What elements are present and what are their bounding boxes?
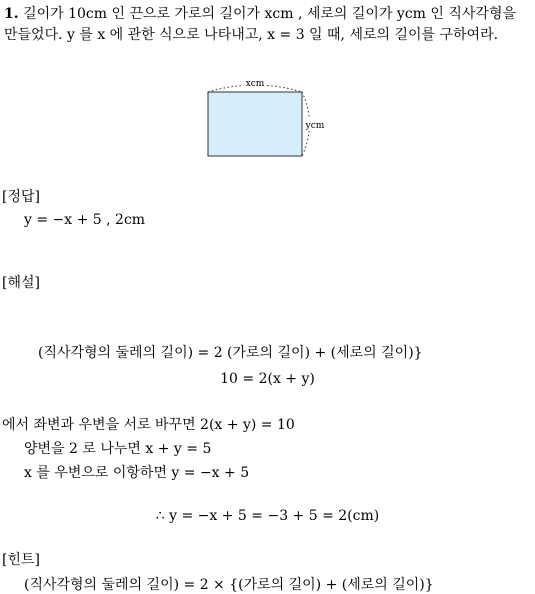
answer-header: [정답] — [2, 189, 40, 205]
solution-eq2: 10 = 2(x + y) — [220, 371, 315, 387]
solution-header: [해설] — [2, 275, 40, 291]
solution-eq1: (직사각형의 둘레의 길이) = 2 (가로의 길이) + (세로의 길이)} — [38, 345, 423, 361]
solution-line2: 양변을 2 로 나누면 x + y = 5 — [24, 441, 212, 457]
hint-text: (직사각형의 둘레의 길이) = 2 × {(가로의 길이) + (세로의 길이)} — [24, 577, 434, 593]
hint-header: [힌트] — [2, 552, 40, 568]
solution-line1: 에서 좌변과 우변을 서로 바꾸면 2(x + y) = 10 — [2, 417, 295, 433]
rectangle-figure — [205, 78, 335, 160]
rectangle-shape — [208, 92, 302, 156]
problem-text: 길이가 10cm 인 끈으로 가로의 길이가 xcm , 세로의 길이가 ycm 인 직사각형을 만들었다. y 를 x 에 관한 식으로 나타내고, x = 3 일 때, 세로의 길이를 구하여라. — [4, 6, 516, 43]
solution-eq3: ∴ y = −x + 5 = −3 + 5 = 2(cm) — [155, 508, 380, 524]
answer-text: y = −x + 5 , 2cm — [24, 212, 146, 228]
problem-statement — [4, 4, 532, 46]
right-dimension-label: ycm — [305, 121, 325, 131]
problem-number: 1. — [4, 6, 19, 22]
solution-line3: x 를 우변으로 이항하면 y = −x + 5 — [24, 465, 250, 481]
top-dimension-label: xcm — [245, 79, 265, 89]
